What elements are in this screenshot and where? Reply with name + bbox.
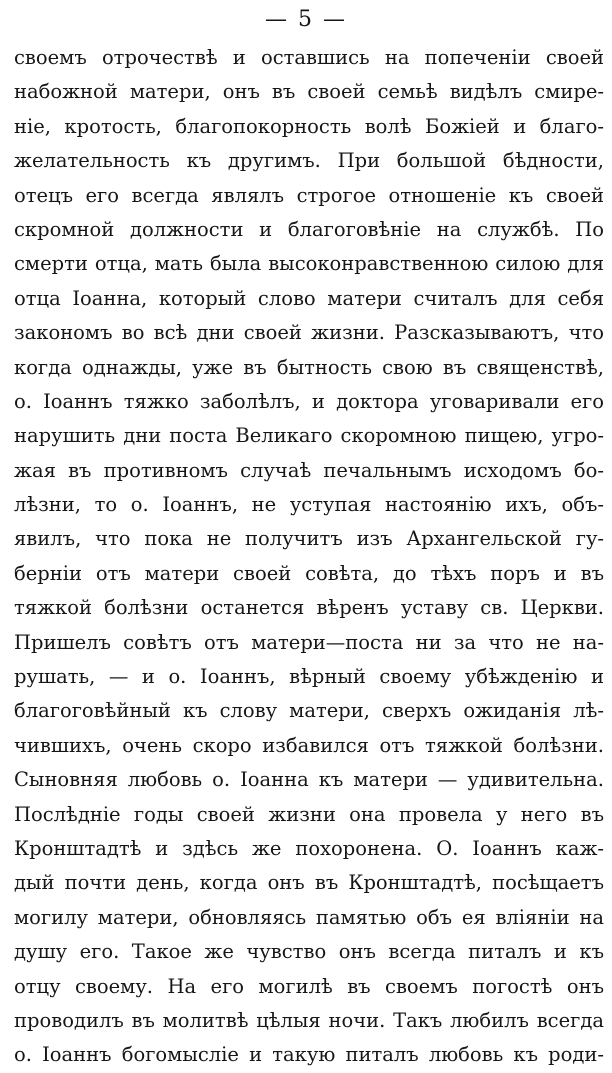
text-line: душу его. Такое же чувство онъ всегда питалъ и къ	[14, 940, 604, 964]
text-line: жая въ противномъ случаѣ печальнымъ исходомъ бо-	[14, 458, 604, 482]
text-line: лѣзни, то о. Іоаннъ, не уступая настоянію ихъ, объ-	[14, 493, 604, 517]
text-line: благоговѣйный къ слову матери, сверхъ ожиданія лѣ-	[14, 699, 604, 723]
text-line: набожной матери, онъ въ своей семьѣ видѣлъ смире-	[14, 80, 604, 104]
text-line: о. Іоаннъ богомысліе и такую питалъ любовь къ роди-	[14, 1043, 604, 1067]
text-line: отца Іоанна, который слово матери считалъ для себя	[14, 286, 604, 310]
text-line: желательность къ другимъ. При большой бѣдности,	[14, 149, 604, 173]
text-line: Послѣдніе годы своей жизни она провела у него въ	[14, 802, 604, 826]
text-line: нарушить дни поста Великаго скоромною пищею, угро-	[14, 424, 604, 448]
text-line: ніе, кротость, благопокорность волѣ Божіей и благо-	[14, 114, 604, 138]
text-line: явилъ, что пока не получитъ изъ Архангельской гу-	[14, 527, 604, 551]
text-line: отецъ его всегда являлъ строгое отношеніе къ своей	[14, 183, 604, 207]
text-line: чившихъ, очень скоро избавился отъ тяжкой болѣзни.	[14, 733, 604, 757]
text-line: тяжкой болѣзни останется вѣренъ уставу св. Церкви.	[14, 596, 604, 620]
text-line: отцу своему. На его могилѣ въ своемъ погостѣ онъ	[14, 974, 604, 998]
text-line: берніи отъ матери своей совѣта, до тѣхъ поръ и въ	[14, 561, 604, 585]
text-line: Кронштадтѣ и здѣсь же похоронена. О. Іоаннъ каж-	[14, 836, 604, 860]
text-line: рушать, — и о. Іоаннъ, вѣрный своему убѣжденію и	[14, 665, 604, 689]
text-line: дый почти день, когда онъ въ Кронштадтѣ, посѣщаетъ	[14, 871, 604, 895]
text-line: смерти отца, мать была высоконравственною силою для	[14, 252, 604, 276]
body-text	[14, 41, 604, 1073]
text-line: о. Іоаннъ тяжко заболѣлъ, и доктора уговаривали его	[14, 389, 604, 413]
text-line: могилу матери, обновляясь памятью объ ея вліяніи на	[14, 905, 604, 929]
text-line: скромной должности и благоговѣніе на службѣ. По	[14, 217, 604, 241]
text-line: когда однажды, уже въ бытность свою въ священствѣ,	[14, 355, 604, 379]
text-line: Сыновняя любовь о. Іоанна къ матери — удивительна.	[14, 768, 604, 792]
text-line: закономъ во всѣ дни своей жизни. Разсказываютъ, что	[14, 321, 604, 345]
page-number: — 5 —	[265, 7, 347, 32]
text-line: своемъ отрочествѣ и оставшись на попеченіи своей	[14, 46, 604, 69]
text-line: проводилъ въ молитвѣ цѣлыя ночи. Такъ любилъ всегда	[14, 1008, 604, 1032]
text-line: Пришелъ совѣтъ отъ матери—поста ни за что не на-	[14, 630, 604, 654]
